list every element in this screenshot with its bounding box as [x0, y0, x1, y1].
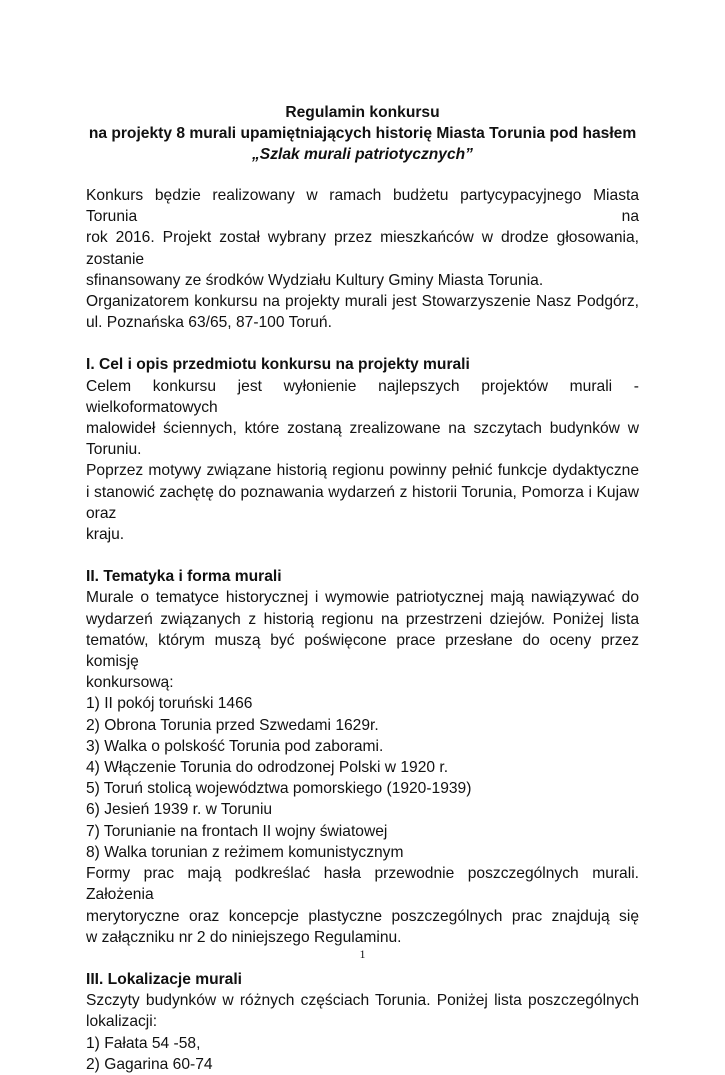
section-1-line: i stanowić zachętę do poznawania wydarzeń z historii Torunia, Pomorza i Kujaw oraz — [86, 483, 639, 522]
section-2-line: wydarzeń związanych z historią regionu na przestrzeni dziejów. Poniżej lista — [86, 610, 639, 628]
section-2-intro — [86, 587, 639, 693]
title-line-1: Regulamin konkursu — [285, 104, 440, 121]
list-item: 1) II pokój toruński 1466 — [86, 695, 253, 713]
intro-line: sfinansowany ze środków Wydziału Kultury Gminy Miasta Torunia. — [86, 271, 544, 289]
section-3-list — [86, 1033, 639, 1075]
document-title — [86, 102, 639, 165]
section-1-paragraph — [86, 376, 639, 546]
section-3-intro — [86, 990, 639, 1032]
intro-line: Konkurs będzie realizowany w ramach budżetu partycypacyjnego Miasta Torunia na — [86, 187, 639, 226]
intro-paragraph — [86, 185, 639, 333]
section-2-line: merytoryczne oraz koncepcje plastyczne poszczególnych prac znajdują się — [86, 907, 639, 925]
list-item: 2) Obrona Torunia przed Szwedami 1629r. — [86, 716, 379, 734]
list-item: 8) Walka torunian z reżimem komunistycznym — [86, 843, 404, 861]
section-1-line: kraju. — [86, 526, 125, 544]
section-1-line: Poprzez motywy związane historią regionu powinny pełnić funkcje dydaktyczne — [86, 462, 639, 480]
list-item: 6) Jesień 1939 r. w Toruniu — [86, 801, 273, 819]
section-1-line: malowideł ściennych, które zostaną zrealizowane na szczytach budynków w Toruniu. — [86, 420, 639, 459]
section-2-line: tematów, którym muszą być poświęcone prace przesłane do oceny przez komisję — [86, 631, 639, 671]
section-2-line: w załączniku nr 2 do niniejszego Regulaminu. — [86, 928, 402, 946]
section-2-line: Formy prac mają podkreślać hasła przewodnie poszczególnych murali. Założenia — [86, 865, 639, 904]
section-1-heading: I. Cel i opis przedmiotu konkursu na projekty murali — [86, 356, 470, 374]
document-content — [86, 102, 639, 1075]
list-item: 1) Fałata 54 -58, — [86, 1034, 201, 1052]
intro-line: Organizatorem konkursu na projekty murali jest Stowarzyszenie Nasz Podgórz, — [86, 293, 639, 311]
list-item: 5) Toruń stolicą województwa pomorskiego (1920-1939) — [86, 780, 472, 798]
list-item: 7) Torunianie na frontach II wojny światowej — [86, 822, 388, 840]
list-item: 3) Walka o polskość Torunia pod zaborami. — [86, 737, 384, 755]
section-2-line: Murale o tematyce historycznej i wymowie patriotycznej mają nawiązywać do — [86, 589, 639, 607]
section-2-list — [86, 693, 639, 863]
title-line-3: „Szlak murali patriotycznych” — [252, 146, 473, 163]
section-3-heading: III. Lokalizacje murali — [86, 970, 242, 988]
intro-line: ul. Poznańska 63/65, 87-100 Toruń. — [86, 314, 332, 332]
page-number: 1 — [359, 947, 366, 961]
section-3-line: Szczyty budynków w różnych częściach Torunia. Poniżej lista poszczególnych — [86, 992, 639, 1010]
list-item: 4) Włączenie Torunia do odrodzonej Polski w 1920 r. — [86, 759, 449, 777]
section-1-line: Celem konkursu jest wyłonienie najlepszych projektów murali - wielkoformatowych — [86, 377, 639, 416]
list-item: 2) Gagarina 60-74 — [86, 1055, 213, 1073]
section-3-line: lokalizacji: — [86, 1013, 158, 1031]
intro-line: rok 2016. Projekt został wybrany przez mieszkańców w drodze głosowania, zostanie — [86, 229, 639, 268]
title-line-2: na projekty 8 murali upamiętniających historię Miasta Torunia pod hasłem — [88, 125, 637, 142]
section-2-heading: II. Tematyka i forma murali — [86, 568, 282, 586]
section-2-outro — [86, 863, 639, 948]
section-2-line: konkursową: — [86, 674, 174, 692]
